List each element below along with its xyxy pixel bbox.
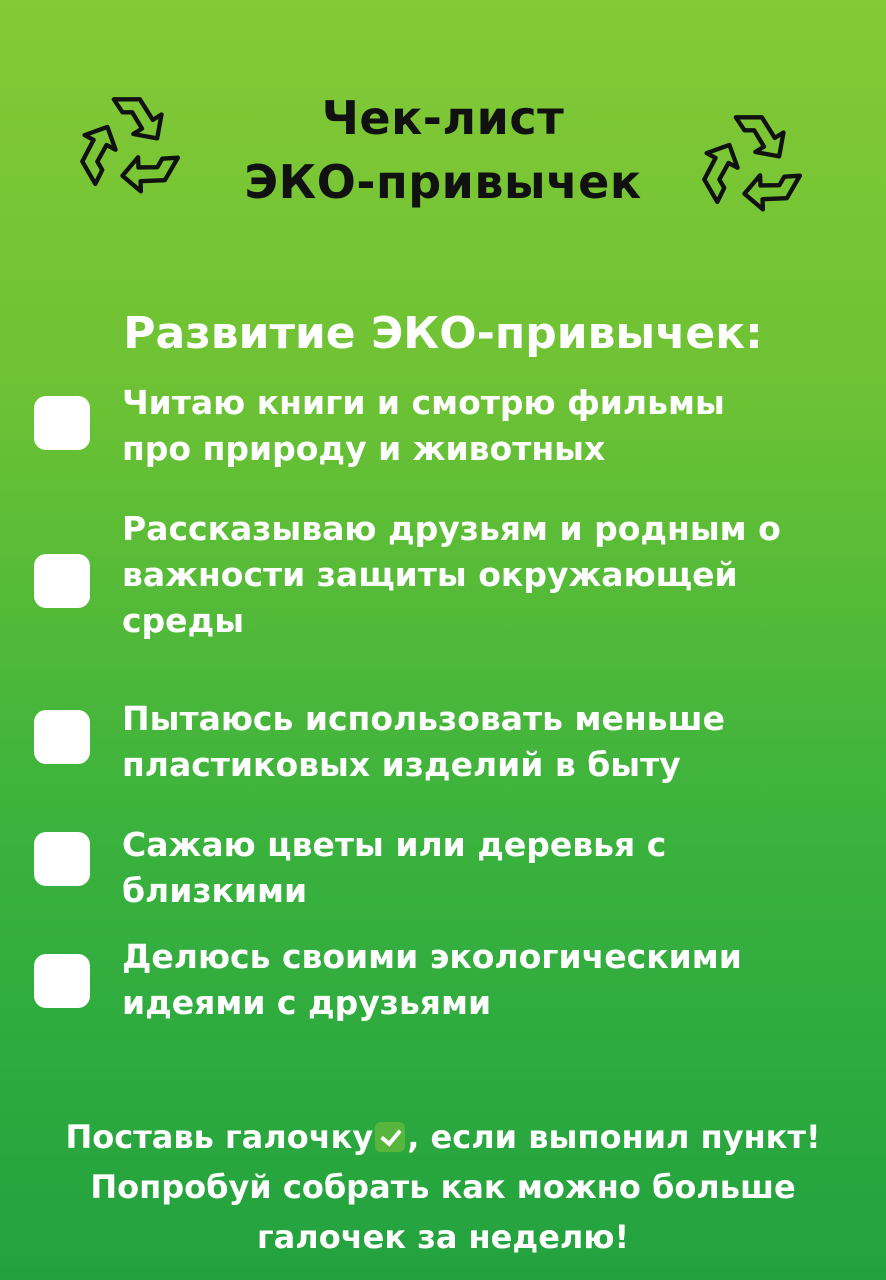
footer-line-2: Попробуй собрать как можно больше [90,1168,796,1206]
checkbox[interactable] [34,710,90,764]
checklist-item-text: Рассказываю друзьям и родным о важности защиты окружающей среды [122,509,781,640]
footer-line-1-end: , если выпонил пункт! [407,1118,821,1156]
page-title-line-2: ЭКО-привычек [244,155,642,209]
checkbox[interactable] [34,832,90,886]
header [0,0,886,260]
page-title-line-1: Чек-лист [321,91,565,145]
checkbox[interactable] [34,954,90,1008]
checklist-item-text: Сажаю цветы или деревья с близкими [122,825,667,910]
checklist-item-text: Пытаюсь использовать меньше пластиковых изделий в быту [122,699,725,784]
footer-line-3: галочек за неделю! [256,1218,630,1256]
checklist-item-text: Делюсь своими экологическими идеями с друзьями [122,937,742,1022]
checklist-item-text: Читаю книги и смотрю фильмы про природу и животных [122,383,725,468]
footer-line-1 [0,1112,886,1162]
footer-line-1-start: Поставь галочку [65,1118,374,1156]
checkbox[interactable] [34,554,90,608]
checkbox[interactable] [34,396,90,450]
recycle-icon [686,100,816,230]
checkmark-icon [375,1122,405,1152]
section-title: Развитие ЭКО-привычек: [123,308,763,359]
footer-note [0,1112,886,1262]
